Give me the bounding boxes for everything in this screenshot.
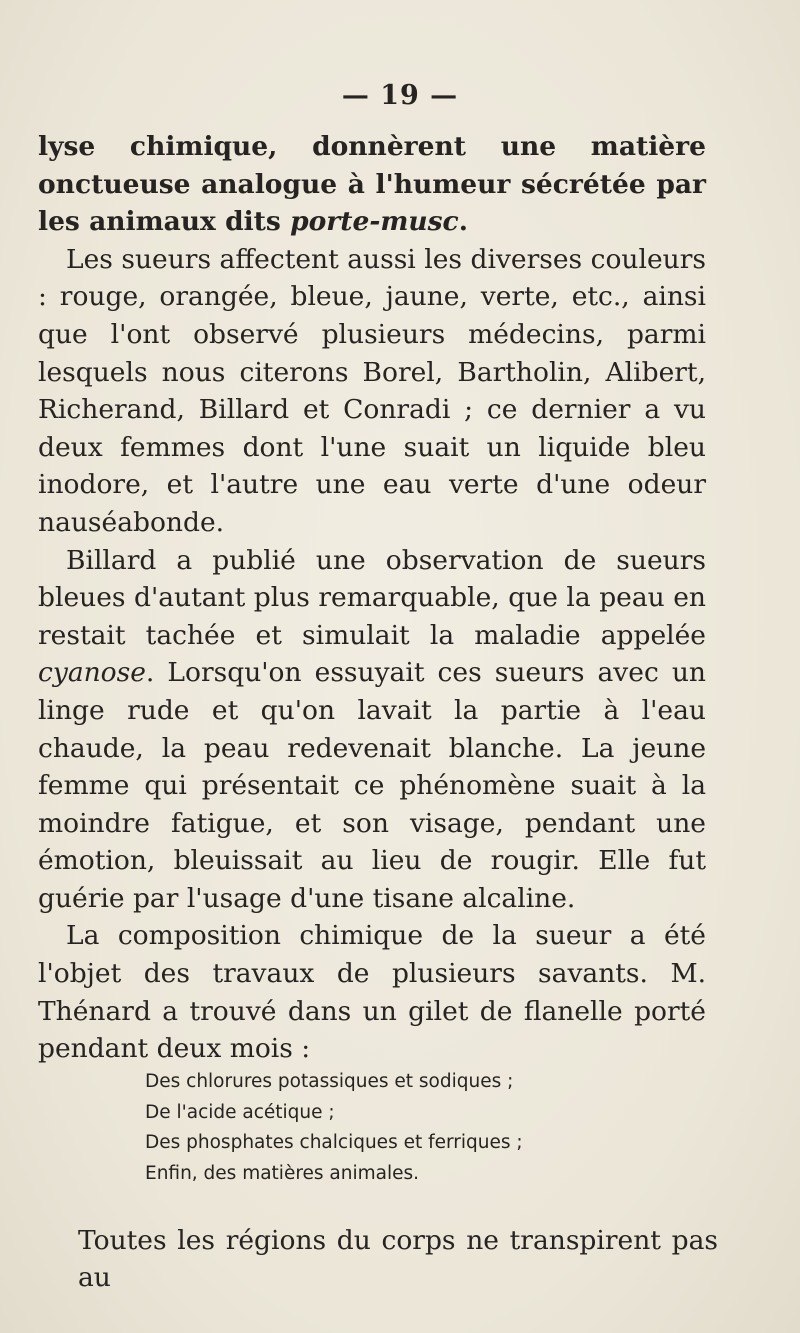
composition-list xyxy=(145,1067,665,1189)
list-item: Des chlorures potassiques et sodiques ; xyxy=(145,1071,514,1092)
list-item: Enfin, des matières animales. xyxy=(145,1162,420,1184)
paragraph-1-italic: porte-musc xyxy=(290,206,459,238)
closing-line: Toutes les régions du corps ne transpirent pas au xyxy=(78,1225,718,1293)
paragraph-3 xyxy=(38,542,706,918)
paragraph-2: Les sueurs affectent aussi les diverses couleurs : rouge, orangée, bleue, jaune, verte, etc., ainsi que l'ont observé plusieurs médecins, parmi lesquels nous citerons Borel, Bartholin, Alibert, Richerand, Billard et Conradi ; ce dernier a vu deux femmes dont l'une suait un liquide bleu inodore, et l'autre une eau verte d'une odeur nauséabonde. xyxy=(38,243,706,538)
page-number: — 19 — xyxy=(341,80,459,111)
paragraph-3-text: Billard a publié une observation de sueurs bleues d'autant plus remarquable, que la peau en restait tachée et simulait la maladie appelée xyxy=(38,544,706,651)
body-text xyxy=(38,128,706,1068)
paragraph-1-tail: . xyxy=(458,206,468,238)
paragraph-1 xyxy=(38,128,706,241)
closing-text xyxy=(78,1222,718,1296)
paragraph-3-italic: cyanose xyxy=(38,657,146,689)
list-item: De l'acide acétique ; xyxy=(145,1101,335,1123)
list-item: Des phosphates chalciques et ferriques ; xyxy=(145,1132,523,1153)
paragraph-1-text: lyse chimique, donnèrent une matière onctueuse analogue à l'humeur sécrétée par les animaux dits xyxy=(38,131,706,238)
paragraph-4: La composition chimique de la sueur a été l'objet des travaux de plusieurs savants. M. Thénard a trouvé dans un gilet de flanelle porté pendant deux mois : xyxy=(38,920,706,1065)
paragraph-3-tail: . Lorsqu'on essuyait ces sueurs avec un linge rude et qu'on lavait la partie à l'eau chaude, la peau redevenait blanche. La jeune femme qui présentait ce phénomène suait à la moindre fatigue, et son visage, pendant une émotion, bleuissait au lieu de rougir. Elle fut guérie par l'usage d'une tisane alcaline. xyxy=(38,657,706,914)
